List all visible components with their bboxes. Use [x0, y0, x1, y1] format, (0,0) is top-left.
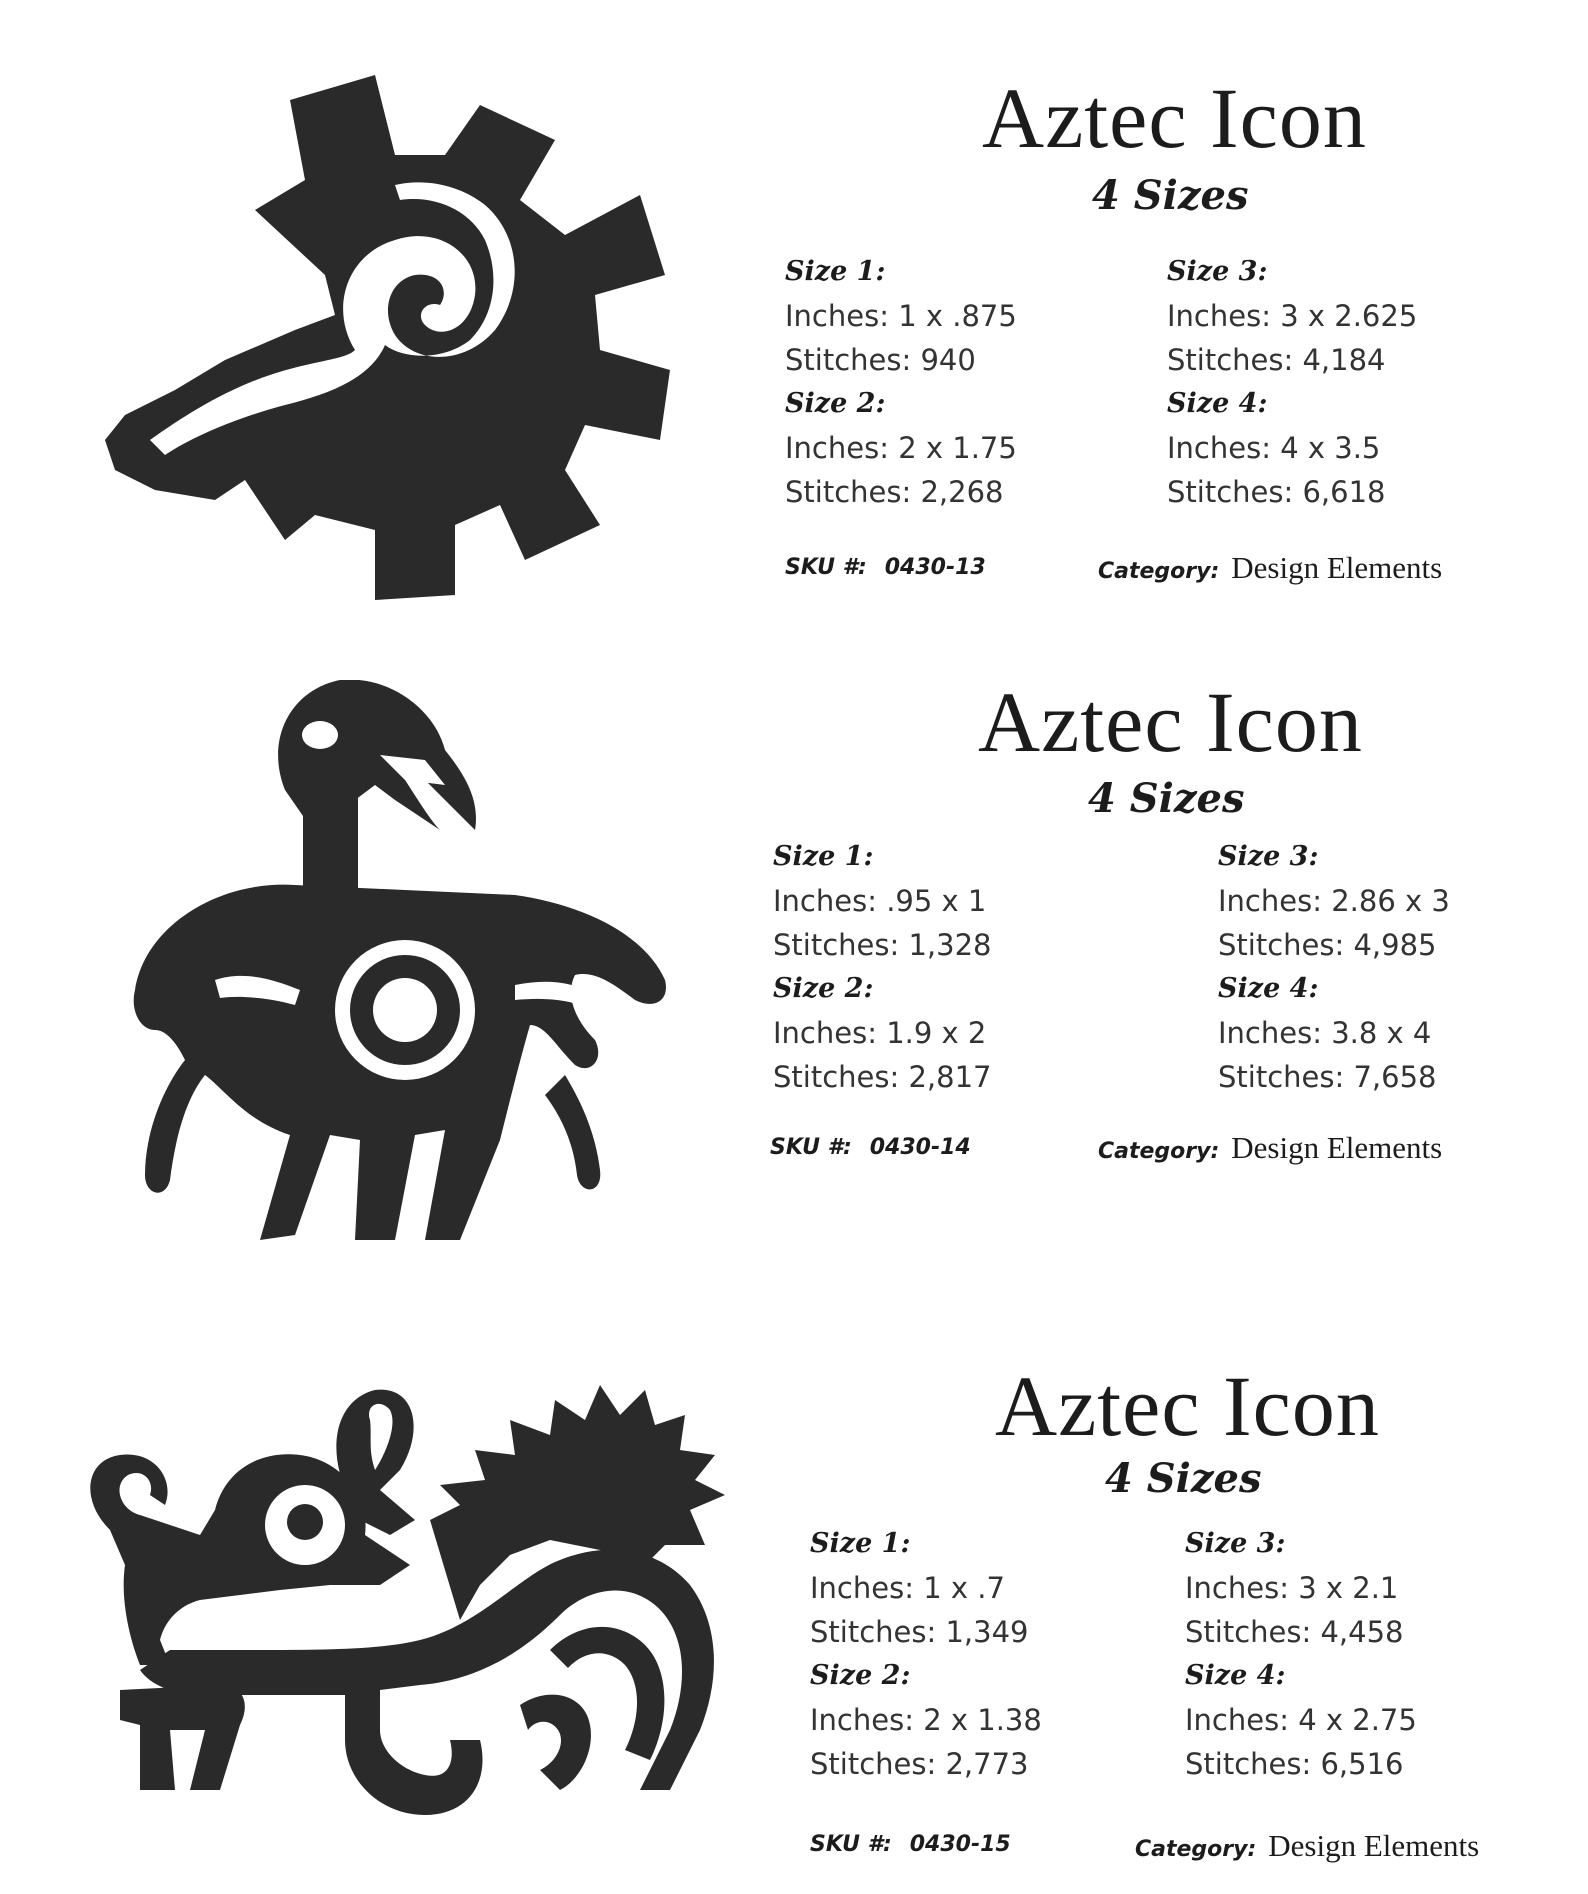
sizes-right-column	[1167, 250, 1417, 514]
size-inches: Inches: 3 x 2.625	[1167, 299, 1418, 333]
size-inches: Inches: 1 x .7	[810, 1571, 1005, 1605]
size-stitches: Stitches: 4,184	[1167, 343, 1386, 377]
size-label: Size 3:	[1218, 841, 1319, 872]
size-label: Size 4:	[1185, 1660, 1286, 1691]
aztec-sun-spiral-icon	[95, 60, 715, 600]
size-inches: Inches: 3.8 x 4	[1218, 1016, 1432, 1050]
category-label: Category:	[1098, 559, 1220, 584]
size-stitches: Stitches: 7,658	[1218, 1060, 1437, 1094]
sku-label: SKU #:	[785, 555, 867, 580]
size-stitches: Stitches: 2,817	[773, 1060, 992, 1094]
size-label: Size 4:	[1167, 388, 1268, 419]
size-label: Size 1:	[810, 1528, 911, 1559]
product-subtitle: 4 Sizes	[1105, 1455, 1262, 1502]
size-inches: Inches: 1.9 x 2	[773, 1016, 987, 1050]
size-stitches: Stitches: 4,985	[1218, 928, 1437, 962]
aztec-bird-icon	[125, 680, 680, 1240]
product-title: Aztec Icon	[978, 674, 1363, 770]
sizes-left-column	[810, 1522, 1042, 1786]
size-inches: Inches: .95 x 1	[773, 884, 987, 918]
category-label: Category:	[1098, 1139, 1220, 1164]
size-label: Size 1:	[785, 256, 886, 287]
sku	[770, 1135, 971, 1160]
size-label: Size 3:	[1185, 1528, 1286, 1559]
size-stitches: Stitches: 6,618	[1167, 475, 1386, 509]
category-label: Category:	[1135, 1837, 1257, 1862]
size-stitches: Stitches: 6,516	[1185, 1747, 1404, 1781]
category	[1098, 550, 1442, 586]
category	[1135, 1828, 1479, 1864]
category	[1098, 1130, 1442, 1166]
size-stitches: Stitches: 2,268	[785, 475, 1004, 509]
sizes-left-column	[785, 250, 1017, 514]
size-stitches: Stitches: 940	[785, 343, 976, 377]
sku-value: 0430-13	[884, 555, 986, 580]
size-label: Size 3:	[1167, 256, 1268, 287]
sizes-right-column	[1185, 1522, 1417, 1786]
size-inches: Inches: 4 x 3.5	[1167, 431, 1381, 465]
size-label: Size 2:	[810, 1660, 911, 1691]
sku-value: 0430-15	[909, 1832, 1011, 1857]
product-subtitle: 4 Sizes	[1088, 775, 1245, 822]
size-label: Size 4:	[1218, 973, 1319, 1004]
category-value: Design Elements	[1268, 1828, 1480, 1863]
size-label: Size 1:	[773, 841, 874, 872]
sizes-right-column	[1218, 835, 1450, 1099]
product-item-2	[0, 620, 1588, 1260]
product-title: Aztec Icon	[995, 1358, 1380, 1454]
product-item-1	[0, 0, 1588, 620]
sku	[785, 555, 986, 580]
size-label: Size 2:	[785, 388, 886, 419]
size-label: Size 2:	[773, 973, 874, 1004]
size-stitches: Stitches: 2,773	[810, 1747, 1029, 1781]
size-inches: Inches: 1 x .875	[785, 299, 1017, 333]
aztec-dragon-icon	[80, 1350, 760, 1830]
category-value: Design Elements	[1231, 550, 1443, 585]
product-title: Aztec Icon	[982, 70, 1367, 166]
sizes-left-column	[773, 835, 992, 1099]
size-stitches: Stitches: 1,349	[810, 1615, 1029, 1649]
size-inches: Inches: 2.86 x 3	[1218, 884, 1450, 918]
size-inches: Inches: 2 x 1.75	[785, 431, 1017, 465]
sku-label: SKU #:	[770, 1135, 852, 1160]
size-stitches: Stitches: 4,458	[1185, 1615, 1404, 1649]
category-value: Design Elements	[1231, 1130, 1443, 1165]
size-stitches: Stitches: 1,328	[773, 928, 992, 962]
product-subtitle: 4 Sizes	[1092, 172, 1249, 219]
size-inches: Inches: 3 x 2.1	[1185, 1571, 1399, 1605]
sku-label: SKU #:	[810, 1832, 892, 1857]
sku	[810, 1832, 1011, 1857]
product-item-3	[0, 1260, 1588, 1894]
size-inches: Inches: 2 x 1.38	[810, 1703, 1042, 1737]
sku-value: 0430-14	[869, 1135, 971, 1160]
size-inches: Inches: 4 x 2.75	[1185, 1703, 1417, 1737]
